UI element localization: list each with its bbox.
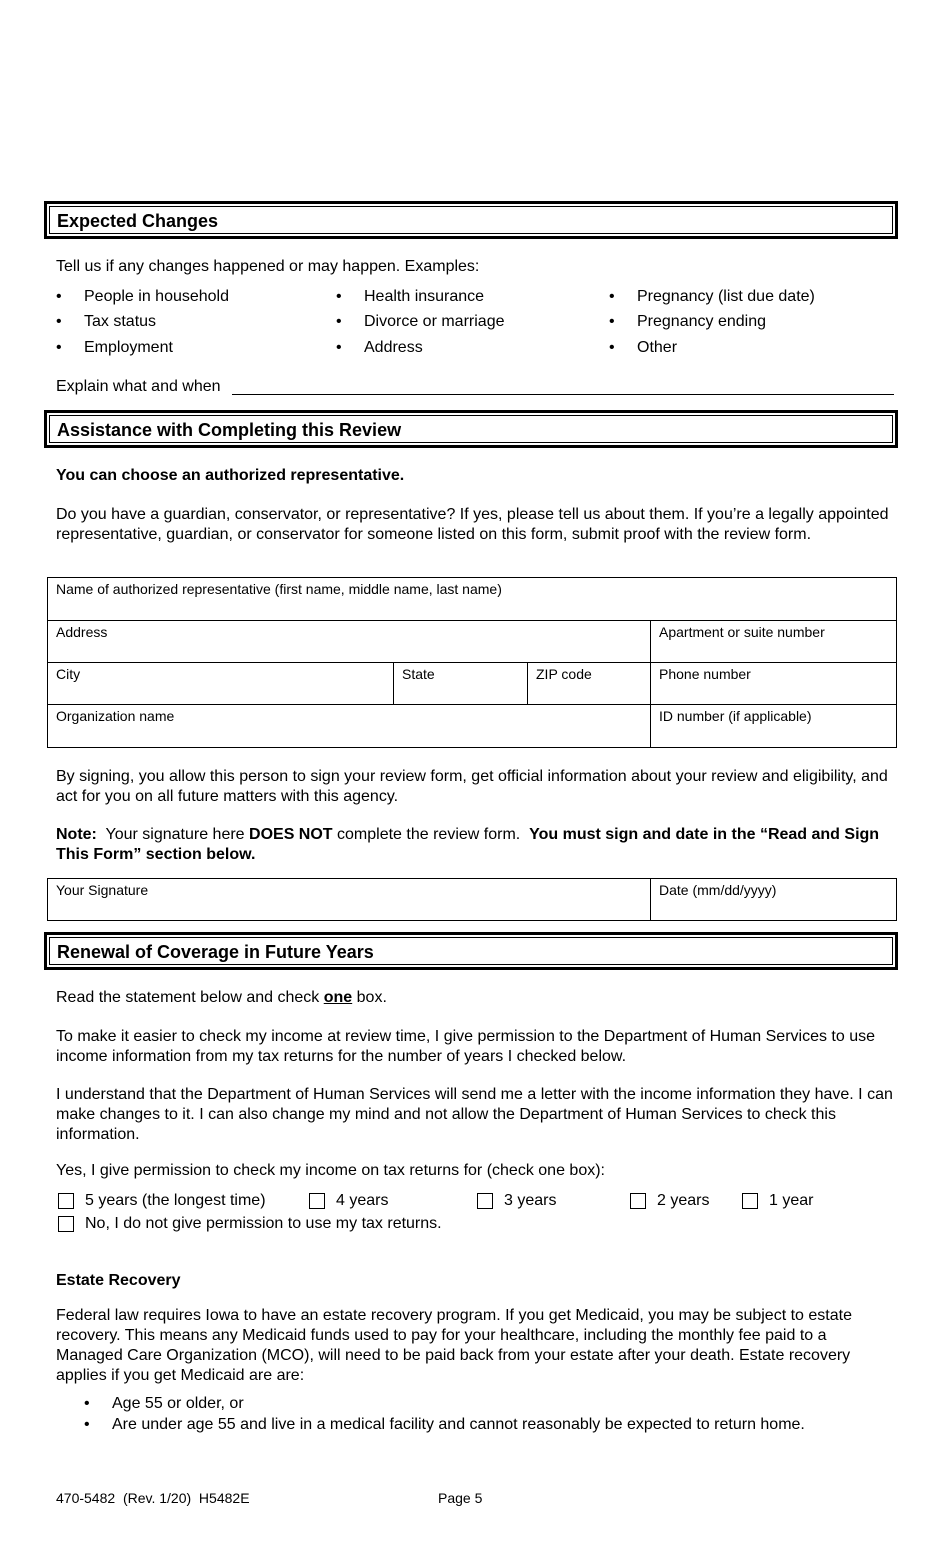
option-label: 1 year xyxy=(769,1192,814,1209)
expected-changes-header xyxy=(44,201,898,239)
instruction-text: box. xyxy=(356,989,387,1006)
option-label: 2 years xyxy=(657,1192,710,1209)
renewal-instruction xyxy=(56,989,387,1007)
rep-address-field[interactable] xyxy=(47,620,651,663)
renewal-question: Yes, I give permission to check my income on tax returns for (check one box): xyxy=(56,1162,605,1179)
page-number: Page 5 xyxy=(438,1490,483,1506)
note-emphasis: You must sign and date in the “Read and Sign This Form” section below. xyxy=(56,826,880,863)
field-label: Organization name xyxy=(56,708,175,724)
renewal-header xyxy=(44,932,898,970)
note-text: Your signature here xyxy=(105,826,245,843)
rep-state-field[interactable] xyxy=(393,662,528,705)
assistance-paragraph: Do you have a guardian, conservator, or representative? If yes, please tell us about them. If you’re a legally appointed representative, guardian, or conservator for someone listed on this form, submit proof with the review form. xyxy=(56,506,889,543)
renewal-paragraph-1: To make it easier to check my income at review time, I give permission to the Department of Human Services to use income information from my tax returns for the number of years I checked below. xyxy=(56,1028,875,1065)
note-paragraph xyxy=(56,825,896,865)
field-label: Your Signature xyxy=(56,882,149,898)
rep-org-field[interactable] xyxy=(47,704,651,748)
assistance-subhead: You can choose an authorized representative. xyxy=(56,467,405,484)
option-label: 4 years xyxy=(336,1192,389,1209)
note-emphasis: DOES NOT xyxy=(249,826,333,843)
option-label: 3 years xyxy=(504,1192,557,1209)
option-label: No, I do not give permission to use my tax returns. xyxy=(85,1215,442,1232)
signing-paragraph: By signing, you allow this person to sign your review form, get official information about your review and eligibility, and act for you on all future matters with this agency. xyxy=(56,768,888,805)
field-label: Address xyxy=(56,624,108,640)
field-label: ID number (if applicable) xyxy=(659,708,812,724)
estate-paragraph: Federal law requires Iowa to have an estate recovery program. If you get Medicaid, you may be subject to estate recovery. This means any Medicaid funds used to pay for your healthcare, including the monthly fee paid to a Managed Care Organization (MCO), will need to be paid back from your estate after your death. Estate recovery applies if you get Medicaid are are: xyxy=(56,1307,852,1384)
field-label: Phone number xyxy=(659,666,751,682)
expected-changes-intro: Tell us if any changes happened or may happen. Examples: xyxy=(56,258,480,275)
instruction-emphasis: one xyxy=(323,989,353,1006)
option-3-years-checkbox[interactable] xyxy=(477,1193,493,1209)
note-label: Note: xyxy=(56,826,97,843)
field-label: Date (mm/dd/yyyy) xyxy=(659,882,777,898)
assistance-header xyxy=(44,410,898,448)
field-label: Name of authorized representative (first name, middle name, last name) xyxy=(56,581,502,597)
option-label: 5 years (the longest time) xyxy=(85,1192,266,1209)
date-field[interactable] xyxy=(650,878,897,921)
option-1-year-checkbox[interactable] xyxy=(742,1193,758,1209)
field-label: ZIP code xyxy=(536,666,592,682)
section-title: Expected Changes xyxy=(57,211,219,231)
option-2-years-checkbox[interactable] xyxy=(630,1193,646,1209)
field-label: City xyxy=(56,666,81,682)
option-4-years-checkbox[interactable] xyxy=(309,1193,325,1209)
signature-field[interactable] xyxy=(47,878,651,921)
rep-id-field[interactable] xyxy=(650,704,897,748)
rep-city-field[interactable] xyxy=(47,662,394,705)
no-permission-checkbox[interactable] xyxy=(58,1216,74,1232)
note-text: complete the review form. xyxy=(337,826,521,843)
estate-title: Estate Recovery xyxy=(56,1272,181,1289)
instruction-text: Read the statement below and check xyxy=(56,989,320,1006)
explain-label: Explain what and when xyxy=(56,378,221,395)
rep-zip-field[interactable] xyxy=(527,662,651,705)
section-title: Assistance with Completing this Review xyxy=(57,420,402,440)
field-label: State xyxy=(402,666,435,682)
rep-name-field[interactable] xyxy=(47,577,897,621)
section-title: Renewal of Coverage in Future Years xyxy=(57,942,374,962)
rep-apt-field[interactable] xyxy=(650,620,897,663)
renewal-paragraph-2: I understand that the Department of Human Services will send me a letter with the income information they have. I can make changes to it. I can also change my mind and not allow the Department of Human Services to check this information. xyxy=(56,1086,893,1143)
explain-input-line[interactable] xyxy=(232,394,894,395)
rep-phone-field[interactable] xyxy=(650,662,897,705)
option-5-years-checkbox[interactable] xyxy=(58,1193,74,1209)
form-id: 470-5482 (Rev. 1/20) H5482E xyxy=(56,1490,250,1506)
field-label: Apartment or suite number xyxy=(659,624,825,640)
